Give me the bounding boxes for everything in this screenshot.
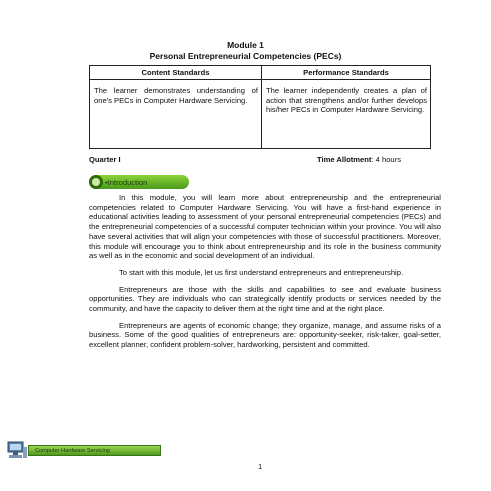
quarter-label: Quarter I — [89, 155, 121, 164]
content-standards-header: Content Standards — [90, 66, 262, 80]
time-allotment-value: : 4 hours — [371, 155, 401, 164]
performance-standards-cell: The learner independently creates a plan of action that strengthens and/or further develops his/her PECs in Computer Hardware Servicing. — [266, 86, 427, 115]
introduction-badge — [89, 175, 189, 189]
introduction-label: •Introduction — [105, 177, 148, 187]
module-title: Personal Entrepreneurial Competencies (PECs) — [149, 51, 342, 61]
footer-logo — [6, 440, 161, 460]
paragraph: In this module, you will learn more about entrepreneurship and the entrepreneurial competencies related to Computer Hardware Servicing. You will have a first-hand experience in educational activities leading to assessment of your personal entrepreneurial competencies (PECs) and the entrepreneurial competencies of a successful computer technician within your province. You will also have several activities that will align your competencies with those of successful practitioners. Moreover, this module will encourage you to think about entrepreneurship and its role in the business community as well as in the economic and social development of an individual. — [89, 193, 441, 261]
footer-logo-text: Computer Hardware Servicing — [28, 445, 161, 456]
paragraph: Entrepreneurs are those with the skills and capabilities to see and evaluate business opportunities. They are individuals who can strategically identify products or services needed by the community, and have the capacity to deliver them at the right time and at the right place. — [89, 284, 441, 314]
content-standards-cell: The learner demonstrates understanding of one's PECs in Computer Hardware Servicing. — [90, 80, 262, 148]
page-number: 1 — [258, 462, 263, 471]
time-allotment-label: Time Allotment — [317, 155, 372, 164]
time-allotment — [317, 155, 401, 164]
standards-table — [89, 65, 431, 149]
module-number: Module 1 — [227, 40, 264, 50]
computer-icon — [6, 441, 28, 459]
paragraph: Entrepreneurs are agents of economic change; they organize, manage, and assume risks of a business. Some of the good qualities of entrepreneurs are: opportunity-seeker, risk-taker, goal-setter, excellent planner, confident problem-solver, hardworking, persistent and committed. — [89, 320, 441, 350]
introduction-body — [89, 193, 441, 357]
performance-standards-header: Performance Standards — [262, 66, 430, 80]
ring-icon — [89, 175, 103, 189]
paragraph: To start with this module, let us first understand entrepreneurs and entrepreneurship. — [119, 267, 404, 277]
